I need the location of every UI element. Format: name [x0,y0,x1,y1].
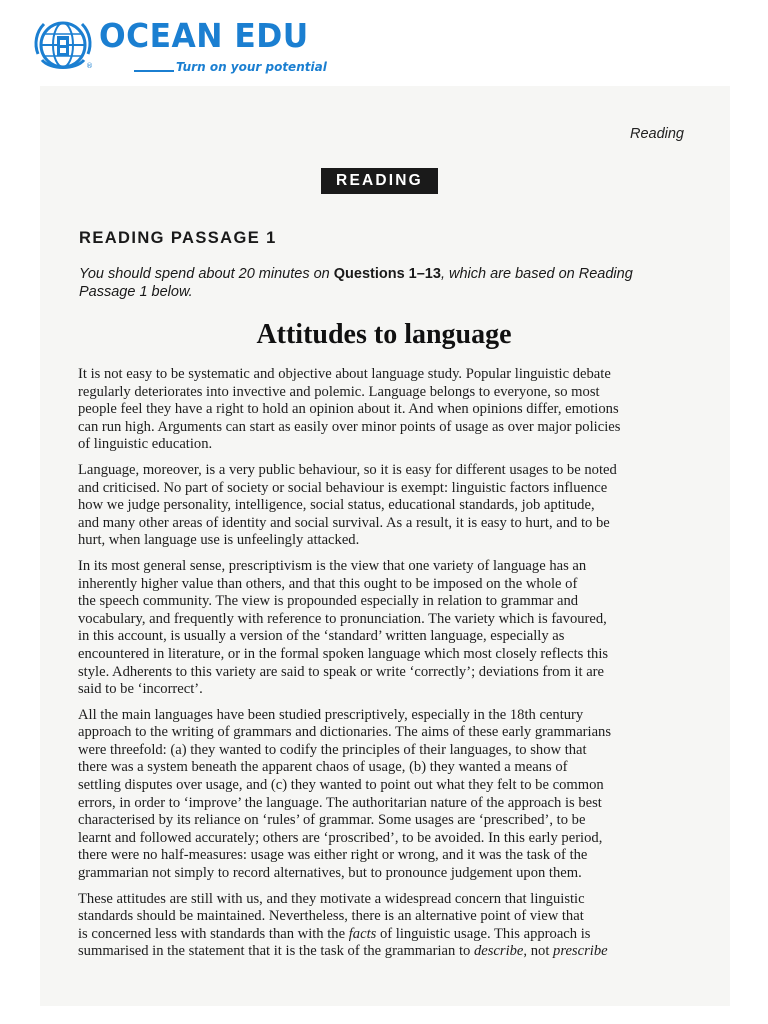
tagline-rule [134,70,174,72]
text-segment: is concerned less with standards than with the [78,925,349,942]
text-line: These attitudes are still with us, and they motivate a widespread concern that linguistic [78,890,585,907]
running-head: Reading [629,126,684,142]
text-line: style. Adherents to this variety are said to speak or write ‘correctly’; deviations from it are [78,663,605,680]
text-line: regularly deteriorates into invective and polemic. Language belongs to everyone, so most [78,383,600,400]
text-line: errors, in order to ‘improve’ the language. The authoritarian nature of the approach is best [78,794,602,811]
text-segment: , not [523,943,554,960]
text-line: Language, moreover, is a very public behaviour, so it is easy for different usages to be noted [78,461,617,478]
instruction-text [79,265,699,301]
text-line: In its most general sense, prescriptivism is the view that one variety of language has an [78,557,587,574]
passage-title: Attitudes to language [256,319,512,350]
text-line: encountered in literature, or in the formal spoken language which most closely reflects this [78,645,609,662]
italic-term-prescribe: prescribe [553,943,608,960]
paragraph-2 [78,462,702,550]
brand-tagline: Turn on your potential [176,60,327,74]
text-line: can run high. Arguments can start as easily over minor points of usage as over major policies [78,418,621,435]
text-line: approach to the writing of grammars and dictionaries. The aims of these early grammarians [78,724,612,741]
text-line: hurt, when language use is unfeelingly attacked. [78,532,360,549]
text-line: inherently higher value than others, and that this ought to be imposed on the whole of [78,575,578,592]
text-line: vocabulary, and frequently with reference to pronunciation. The variety which is favoured, [78,610,607,627]
text-segment: of linguistic usage. This approach is [376,925,591,942]
globe-emblem-icon [32,14,94,76]
instruction-questions: Questions 1–13 [333,266,441,282]
text-segment: summarised in the statement that it is the task of the grammarian to [78,943,474,960]
brand-name: OCEAN EDU [99,16,309,55]
text-line [78,943,702,961]
text-line: there were no half-measures: usage was either right or wrong, and it was the task of the [78,847,588,864]
text-line: said to be ‘incorrect’. [78,681,203,698]
ocean-edu-logo[interactable] [32,10,332,76]
passage-heading: READING PASSAGE 1 [79,229,277,247]
paragraph-4 [78,707,702,883]
text-line: All the main languages have been studied prescriptively, especially in the 18th century [78,706,584,723]
passage-body [78,366,702,969]
italic-term-facts: facts [348,925,377,942]
italic-term-describe: describe [473,943,524,960]
text-line [78,926,702,944]
paragraph-3 [78,558,702,699]
text-line: the speech community. The view is propounded especially in relation to grammar and [78,593,579,610]
text-line: and many other areas of identity and social survival. As a result, it is easy to hurt, and to be [78,514,610,531]
text-line: grammarian not simply to record alternatives, but to pronounce judgement upon them. [78,865,582,882]
text-line: of linguistic education. [78,436,213,453]
instruction-pre: You should spend about 20 minutes on [79,266,334,282]
text-line: in this account, is usually a version of the ‘standard’ written language, especially as [78,628,565,645]
text-line: It is not easy to be systematic and objective about language study. Popular linguistic debate [78,366,611,382]
text-line: people feel they have a right to hold an opinion about it. And when opinions differ, emotions [78,401,619,418]
text-line: settling disputes over usage, and (c) they wanted to point out what they felt to be common [78,777,604,794]
text-line: there was a system beneath the apparent chaos of usage, (b) they wanted a means of [78,759,568,776]
text-line: were threefold: (a) they wanted to codify the principles of their languages, to show that [78,741,587,758]
paragraph-1 [78,366,702,454]
text-line: how we judge personality, intelligence, social status, educational standards, job aptitude, [78,497,595,514]
text-line: characterised by its reliance on ‘rules’ of grammar. Some usages are ‘prescribed’, to be [78,812,586,829]
text-line: learnt and followed accurately; others are ‘proscribed’, to be avoided. In this early period, [78,829,603,846]
instruction-line2: Passage 1 below. [79,284,193,300]
instruction-post: , which are based on Reading [440,266,633,282]
paragraph-5 [78,891,702,961]
text-line: and criticised. No part of society or social behaviour is exempt: linguistic factors influence [78,479,608,496]
registered-mark: ® [86,62,93,70]
text-line: standards should be maintained. Nevertheless, there is an alternative point of view that [78,908,584,925]
section-label: READING [321,168,438,194]
